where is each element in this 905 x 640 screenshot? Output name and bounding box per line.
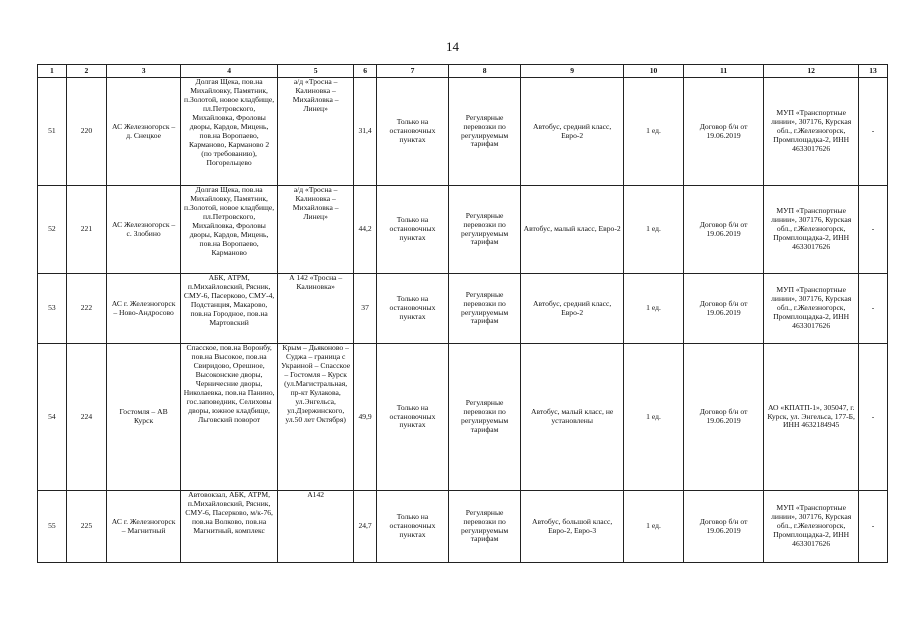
column-header: 5 bbox=[278, 65, 354, 78]
cell-length: 31,4 bbox=[354, 78, 377, 186]
cell-route-number: 225 bbox=[66, 491, 106, 563]
cell-route-number: 224 bbox=[66, 344, 106, 491]
cell-extra: - bbox=[859, 344, 888, 491]
cell-vehicle: Автобус, малый класс, не установлены bbox=[521, 344, 624, 491]
cell-carrier: МУП «Транспортные линии», 307176, Курская обл., г.Железногорск, Промплощадка-2, ИНН 4633017626 bbox=[764, 78, 859, 186]
cell-contract: Договор б/н от 19.06.2019 bbox=[683, 344, 763, 491]
cell-reg-number: 53 bbox=[38, 274, 67, 344]
column-header: 7 bbox=[376, 65, 448, 78]
cell-route-name: АС г. Железногорск – Ново-Андросово bbox=[107, 274, 181, 344]
cell-route-number: 222 bbox=[66, 274, 106, 344]
cell-transport-type: Регулярные перевозки по регулируемым тарифам bbox=[449, 491, 521, 563]
cell-transport-type: Регулярные перевозки по регулируемым тарифам bbox=[449, 186, 521, 274]
cell-length: 49,9 bbox=[354, 344, 377, 491]
column-header: 12 bbox=[764, 65, 859, 78]
cell-carrier: АО «КПАТП-1», 305047, г. Курск, ул. Энгельса, 177-Б, ИНН 4632184945 bbox=[764, 344, 859, 491]
table-row bbox=[38, 78, 888, 186]
cell-length: 44,2 bbox=[354, 186, 377, 274]
cell-vehicle-count: 1 ед. bbox=[624, 186, 684, 274]
cell-route-name: АС Железногорск – с. Злобино bbox=[107, 186, 181, 274]
column-header: 4 bbox=[181, 65, 278, 78]
cell-path: а/д «Тросна – Калиновка – Михайловка – Линец» bbox=[278, 78, 354, 186]
cell-vehicle-count: 1 ед. bbox=[624, 344, 684, 491]
cell-stop-order: Только на остановочных пунктах bbox=[376, 78, 448, 186]
cell-vehicle-count: 1 ед. bbox=[624, 78, 684, 186]
cell-vehicle: Автобус, средний класс, Евро-2 bbox=[521, 274, 624, 344]
cell-path: а/д «Тросна – Калиновка – Михайловка – Линец» bbox=[278, 186, 354, 274]
cell-stops: Спасское, пов.на Воронбу, пов.на Высокое, пов.на Свиридово, Орешное, Высоконские дворы, Черничесние дворы, Николаевка, пов.на Панино, гос.заповедник, Селиховы дворы, южное кладбище, Льговский поворот bbox=[181, 344, 278, 491]
cell-contract: Договор б/н от 19.06.2019 bbox=[683, 274, 763, 344]
column-header: 11 bbox=[683, 65, 763, 78]
cell-carrier: МУП «Транспортные линии», 307176, Курская обл., г.Железногорск, Промплощадка-2, ИНН 4633017626 bbox=[764, 491, 859, 563]
cell-transport-type: Регулярные перевозки по регулируемым тарифам bbox=[449, 344, 521, 491]
cell-stop-order: Только на остановочных пунктах bbox=[376, 344, 448, 491]
cell-reg-number: 52 bbox=[38, 186, 67, 274]
cell-stop-order: Только на остановочных пунктах bbox=[376, 491, 448, 563]
column-header: 2 bbox=[66, 65, 106, 78]
cell-vehicle: Автобус, большой класс, Евро-2, Евро-3 bbox=[521, 491, 624, 563]
cell-length: 37 bbox=[354, 274, 377, 344]
cell-contract: Договор б/н от 19.06.2019 bbox=[683, 78, 763, 186]
column-header: 13 bbox=[859, 65, 888, 78]
cell-carrier: МУП «Транспортные линии», 307176, Курская обл., г.Железногорск, Промплощадка-2, ИНН 4633017626 bbox=[764, 274, 859, 344]
cell-path: Крым – Дьяконово – Суджа – граница с Украиной – Спасское – Гостомля – Курск (ул.Магистральная, пр-кт Кулакова, ул.Энгельса, ул.Дзержинского, ул.50 лет Октября) bbox=[278, 344, 354, 491]
cell-extra: - bbox=[859, 186, 888, 274]
cell-length: 24,7 bbox=[354, 491, 377, 563]
cell-path: А 142 «Тросна – Калиновка» bbox=[278, 274, 354, 344]
cell-vehicle: Автобус, средний класс, Евро-2 bbox=[521, 78, 624, 186]
column-header: 1 bbox=[38, 65, 67, 78]
cell-reg-number: 54 bbox=[38, 344, 67, 491]
page-number: 14 bbox=[446, 39, 459, 54]
cell-route-number: 221 bbox=[66, 186, 106, 274]
cell-reg-number: 55 bbox=[38, 491, 67, 563]
cell-carrier: МУП «Транспортные линии», 307176, Курская обл., г.Железногорск, Промплощадка-2, ИНН 4633017626 bbox=[764, 186, 859, 274]
routes-table bbox=[37, 64, 888, 563]
cell-stops: Долгая Щека, пов.на Михайловку, Памятник, п.Золотой, новое кладбище, пл.Петровского, Михайловка, Фроловы дворы, Кардов, Мицень, пов.на Воропаево, Карманово bbox=[181, 186, 278, 274]
cell-transport-type: Регулярные перевозки по регулируемым тарифам bbox=[449, 78, 521, 186]
cell-path: А142 bbox=[278, 491, 354, 563]
cell-stops: Долгая Щека, пов.на Михайловку, Памятник, п.Золотой, новое кладбище, пл.Петровского, Михайловка, Фроловы дворы, Кардов, Мицень, пов.на Воропаево, Карманово, Карманово 2 (по требованию), Погорельцево bbox=[181, 78, 278, 186]
table-row bbox=[38, 491, 888, 563]
cell-stop-order: Только на остановочных пунктах bbox=[376, 274, 448, 344]
cell-stops: Автовокзал, АБК, АТРМ, п.Михайловский, Рясник, СМУ-6, Пасерково, м/к-76, пов.на Волково, пов.на Магнитный, комплекс bbox=[181, 491, 278, 563]
cell-stop-order: Только на остановочных пунктах bbox=[376, 186, 448, 274]
table-row bbox=[38, 274, 888, 344]
cell-reg-number: 51 bbox=[38, 78, 67, 186]
cell-extra: - bbox=[859, 78, 888, 186]
cell-contract: Договор б/н от 19.06.2019 bbox=[683, 491, 763, 563]
cell-transport-type: Регулярные перевозки по регулируемым тарифам bbox=[449, 274, 521, 344]
cell-extra: - bbox=[859, 274, 888, 344]
cell-vehicle-count: 1 ед. bbox=[624, 491, 684, 563]
column-header: 9 bbox=[521, 65, 624, 78]
column-header: 3 bbox=[107, 65, 181, 78]
cell-route-name: Гостомля – АВ Курск bbox=[107, 344, 181, 491]
cell-vehicle: Автобус, малый класс, Евро-2 bbox=[521, 186, 624, 274]
cell-vehicle-count: 1 ед. bbox=[624, 274, 684, 344]
cell-stops: АБК, АТРМ, п.Михайловский, Рясник, СМУ-6, Пасерково, СМУ-4, Подстанция, Макарово, пов.на Городное, пов.на Мартовский bbox=[181, 274, 278, 344]
table-row bbox=[38, 344, 888, 491]
column-header: 10 bbox=[624, 65, 684, 78]
table-header-row bbox=[38, 65, 888, 78]
cell-route-number: 220 bbox=[66, 78, 106, 186]
table-row bbox=[38, 186, 888, 274]
column-header: 8 bbox=[449, 65, 521, 78]
cell-contract: Договор б/н от 19.06.2019 bbox=[683, 186, 763, 274]
cell-route-name: АС Железногорск – д. Снецкое bbox=[107, 78, 181, 186]
cell-extra: - bbox=[859, 491, 888, 563]
cell-route-name: АС г. Железногорск – Магнитный bbox=[107, 491, 181, 563]
column-header: 6 bbox=[354, 65, 377, 78]
